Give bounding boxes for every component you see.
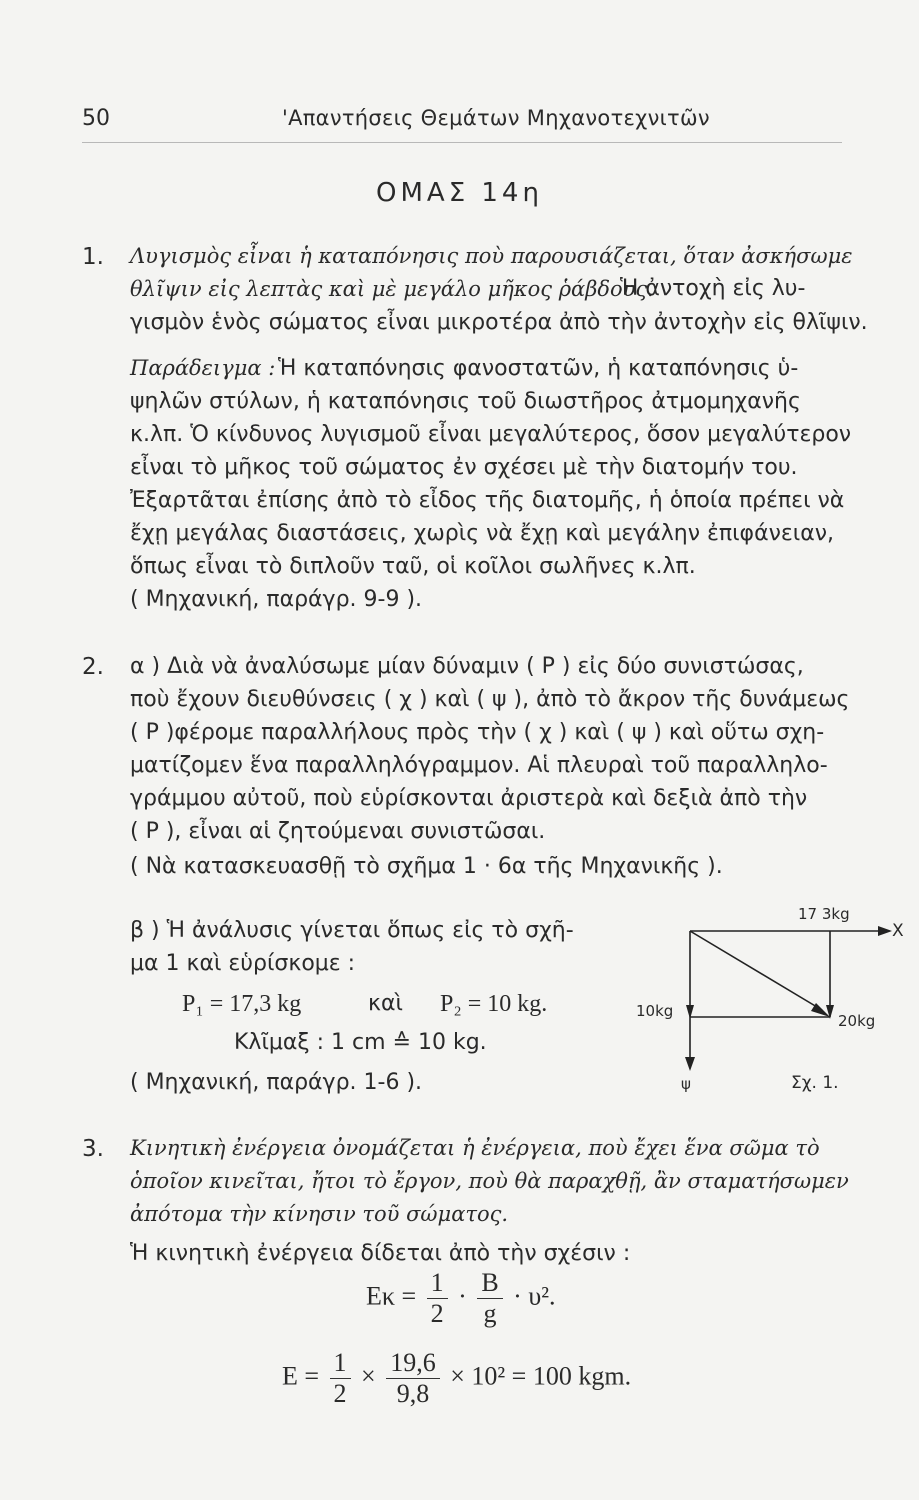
page-number: 50 (82, 106, 110, 131)
q1-example-line-4: εἶναι τὸ μῆκος τοῦ σώματος ἐν σχέσει μὲ τὴν διατομήν του. (130, 455, 798, 480)
figure-caption: Σχ. 1. (791, 1073, 839, 1093)
kinetic-energy-calculation (282, 1348, 631, 1409)
q2b-p2: P₂ = 10 kg. (440, 991, 548, 1017)
q3-line-3: ἀπότομα τὴν κίνησιν τοῦ σώματος. (130, 1202, 509, 1226)
q2a-line-6: ( Ρ ), εἶναι αἱ ζητούμεναι συνιστῶσαι. (130, 819, 546, 844)
q2-number: 2. (82, 654, 104, 680)
q2b-reference: ( Μηχανική, παράγρ. 1-6 ). (130, 1070, 423, 1095)
formula-1-num-1: 1 (427, 1268, 448, 1299)
formula-2-frac-2 (386, 1348, 440, 1409)
q2b-line-2: μα 1 καὶ εὑρίσκομε : (130, 951, 356, 976)
q2a-line-5: γράμμου αὐτοῦ, ποὺ εὑρίσκονται ἀριστερὰ καὶ δεξιὰ ἀπὸ τὴν (130, 786, 808, 811)
q1-example-line-2: ψηλῶν στύλων, ἡ καταπόνησις τοῦ διωστῆρος ἀτμομηχανῆς (130, 389, 801, 414)
q2a-line-2: ποὺ ἔχουν διευθύνσεις ( χ ) καὶ ( ψ ), ἀπὸ τὸ ἄκρον τῆς δυνάμεως (130, 687, 850, 712)
q1-reference: ( Μηχανική, παράγρ. 9-9 ). (130, 587, 423, 612)
formula-1-den-2: g (483, 1298, 497, 1328)
label-20kg: 20kg (838, 1012, 876, 1030)
q2b-and: καὶ (368, 991, 403, 1016)
header-rule (82, 142, 842, 143)
formula-2-tail: × 10² = 100 kgm. (450, 1361, 632, 1391)
q2a-line-1: α ) Διὰ νὰ ἀναλύσωμε μίαν δύναμιν ( Ρ ) εἰς δύο συνιστώσας, (130, 654, 804, 679)
q1-example-line-1: Ἡ καταπόνησις φανοστατῶν, ἡ καταπόνησις ὑ- (278, 356, 799, 381)
force-diagram (630, 895, 910, 1105)
running-header (82, 100, 842, 140)
formula-2-den-2: 9,8 (396, 1378, 430, 1408)
formula-2-lhs: E = (282, 1361, 320, 1391)
q1-example-line-5: Ἐξαρτᾶται ἐπίσης ἀπὸ τὸ εἶδος τῆς διατομῆς, ἡ ὁποία πρέπει νὰ (130, 488, 845, 513)
resultant-p-line (690, 931, 822, 1010)
label-17-3kg: 17 3kg (798, 905, 850, 923)
q2b-line-1: β ) Ἡ ἀνάλυσις γίνεται ὅπως εἰς τὸ σχῆ- (130, 918, 574, 943)
formula-2-num-1: 1 (330, 1348, 351, 1379)
q3-line-2: ὁποῖον κινεῖται, ἤτοι τὸ ἔργον, ποὺ θὰ παραχθῇ, ἂν σταματήσωμεν (130, 1169, 849, 1193)
q1-line-2-rest: Ἡ ἀντοχὴ εἰς λυ- (620, 276, 806, 301)
psi-arrowhead (685, 1057, 695, 1071)
running-title: 'Απαντήσεις Θεμάτων Μηχανοτεχνιτῶν (282, 106, 710, 130)
q2a-line-4: ματίζομεν ἕνα παραλληλόγραμμον. Αἱ πλευραὶ τοῦ παραλληλο- (130, 753, 828, 778)
label-10kg: 10kg (636, 1002, 674, 1020)
q1-example-line-6: ἔχῃ μεγάλας διαστάσεις, χωρὶς νὰ ἔχῃ καὶ μεγάλην ἐπιφάνειαν, (130, 521, 834, 546)
formula-1-den-1: 2 (430, 1298, 444, 1328)
formula-1-num-2: B (477, 1268, 502, 1299)
q1-number: 1. (82, 244, 104, 270)
q1-example-line-7: ὅπως εἶναι τὸ διπλοῦν ταῦ, οἱ κοῖλοι σωλῆνες κ.λπ. (130, 554, 696, 579)
q3-line-1: Κινητικὴ ἐνέργεια ὀνομάζεται ἡ ἐνέργεια, ποὺ ἔχει ἕνα σῶμα τὸ (130, 1136, 820, 1160)
formula-2-frac-1 (330, 1348, 351, 1409)
figure-1 (630, 895, 910, 1105)
q3-number: 3. (82, 1136, 104, 1162)
q2b-scale: Κλῖμαξ : 1 cm ≙ 10 kg. (234, 1030, 487, 1055)
q3-relation-line: Ἡ κινητικὴ ἐνέργεια δίδεται ἀπὸ τὴν σχέσιν : (130, 1241, 631, 1266)
kinetic-energy-formula (366, 1268, 556, 1329)
formula-2-times: × (361, 1361, 376, 1391)
formula-1-tail: · υ². (513, 1281, 556, 1311)
label-x: X (892, 921, 904, 941)
formula-1-frac-2 (477, 1268, 502, 1329)
q1-line-2: θλῖψιν εἰς λεπτὰς καὶ μὲ μεγάλο μῆκος ῥάβδους. (130, 277, 654, 301)
formula-1-lhs: Eκ = (366, 1281, 417, 1311)
formula-1-frac-1 (427, 1268, 448, 1329)
q2a-line-7: ( Νὰ κατασκευασθῇ τὸ σχῆμα 1 · 6α τῆς Μηχανικῆς ). (130, 854, 723, 879)
q1-line-1: Λυγισμὸς εἶναι ἡ καταπόνησις ποὺ παρουσιάζεται, ὅταν ἀσκήσωμε (130, 244, 853, 268)
q1-example-line-3: κ.λπ. Ὁ κίνδυνος λυγισμοῦ εἶναι μεγαλύτερος, ὅσον μεγαλύτερον (130, 422, 852, 447)
q1-example-label: Παράδειγμα : (130, 356, 276, 380)
formula-2-num-2: 19,6 (386, 1348, 440, 1379)
label-psi: ψ (681, 1075, 691, 1093)
q2a-line-3: ( Ρ )φέρομε παραλλήλους πρὸς τὴν ( χ ) καὶ ( ψ ) καὶ οὕτω σχη- (130, 720, 825, 745)
x-arrowhead (878, 926, 892, 936)
formula-1-dot: · (458, 1281, 467, 1311)
section-title: ΟΜΑΣ 14η (376, 178, 543, 208)
q2b-p1: P₁ = 17,3 kg (182, 991, 302, 1017)
formula-2-den-1: 2 (333, 1378, 347, 1408)
q1-line-3: γισμὸν ἑνὸς σώματος εἶναι μικροτέρα ἀπὸ τὴν ἀντοχὴν εἰς θλῖψιν. (130, 310, 868, 335)
